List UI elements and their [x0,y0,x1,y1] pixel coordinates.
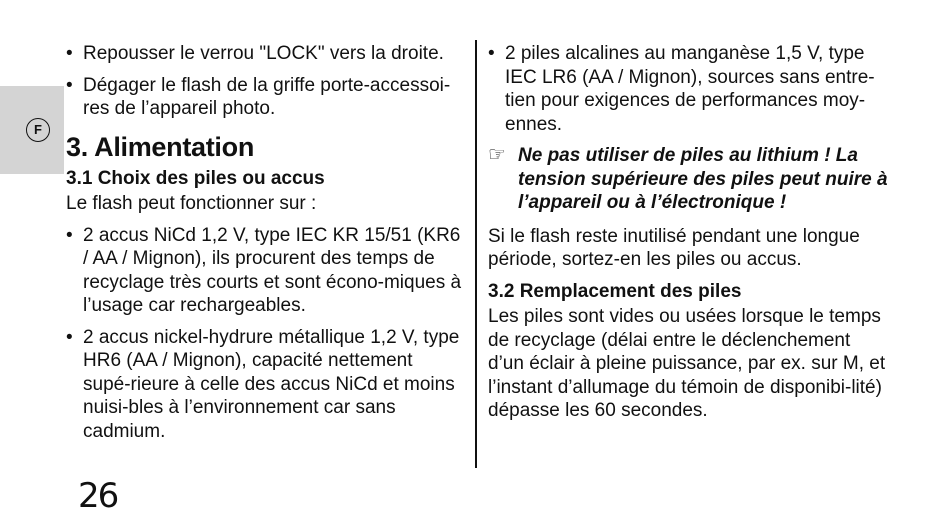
section-title: 3. Alimentation [66,131,255,162]
pointing-hand-icon: ☞ [488,144,506,166]
warning-note [488,144,888,215]
left-column [66,42,464,451]
warning-text: Ne pas utiliser de piles au lithium ! La tension supérieure des piles peut nuire à l’appareil ou à l’électronique ! [518,145,888,213]
column-divider [475,40,477,468]
right-column [488,42,888,431]
list-item: • 2 piles alcalines au manganèse 1,5 V, type IEC LR6 (AA / Mignon), sources sans entre-tien pour exigences de performances moy-ennes. [488,42,888,136]
language-badge: F [26,118,50,142]
storage-text: Si le flash reste inutilisé pendant une longue période, sortez-en les piles ou accus. [488,225,860,270]
page-number: 26 [78,476,118,516]
list-item: • 2 accus NiCd 1,2 V, type IEC KR 15/51 (KR6 / AA / Mignon), ils procurent des temps de recyclage très courts et sont écono-miques à l’usage car rechargeables. [66,224,464,318]
intro-text: Le flash peut fonctionner sur : [66,193,317,214]
subsection-title: 3.1 Choix des piles ou accus [66,167,325,189]
subsection-title: 3.2 Remplacement des piles [488,280,742,302]
list-item: • Dégager le flash de la griffe porte-accessoi-res de l’appareil photo. [66,74,464,121]
list-item: • Repousser le verrou "LOCK" vers la droite. [66,42,464,66]
replacement-text: Les piles sont vides ou usées lorsque le temps de recyclage (délai entre le déclenchement d’un éclair à pleine puissance, par ex. sur M, et l’instant d’allumage du témoin de disponibi-lité) dépasse les 60 secondes. [488,306,886,421]
list-item: • 2 accus nickel-hydrure métallique 1,2 V, type HR6 (AA / Mignon), capacité nettement supé-rieure à celle des accus NiCd et moins nuisi-bles à l’environnement car sans cadmium. [66,326,464,444]
